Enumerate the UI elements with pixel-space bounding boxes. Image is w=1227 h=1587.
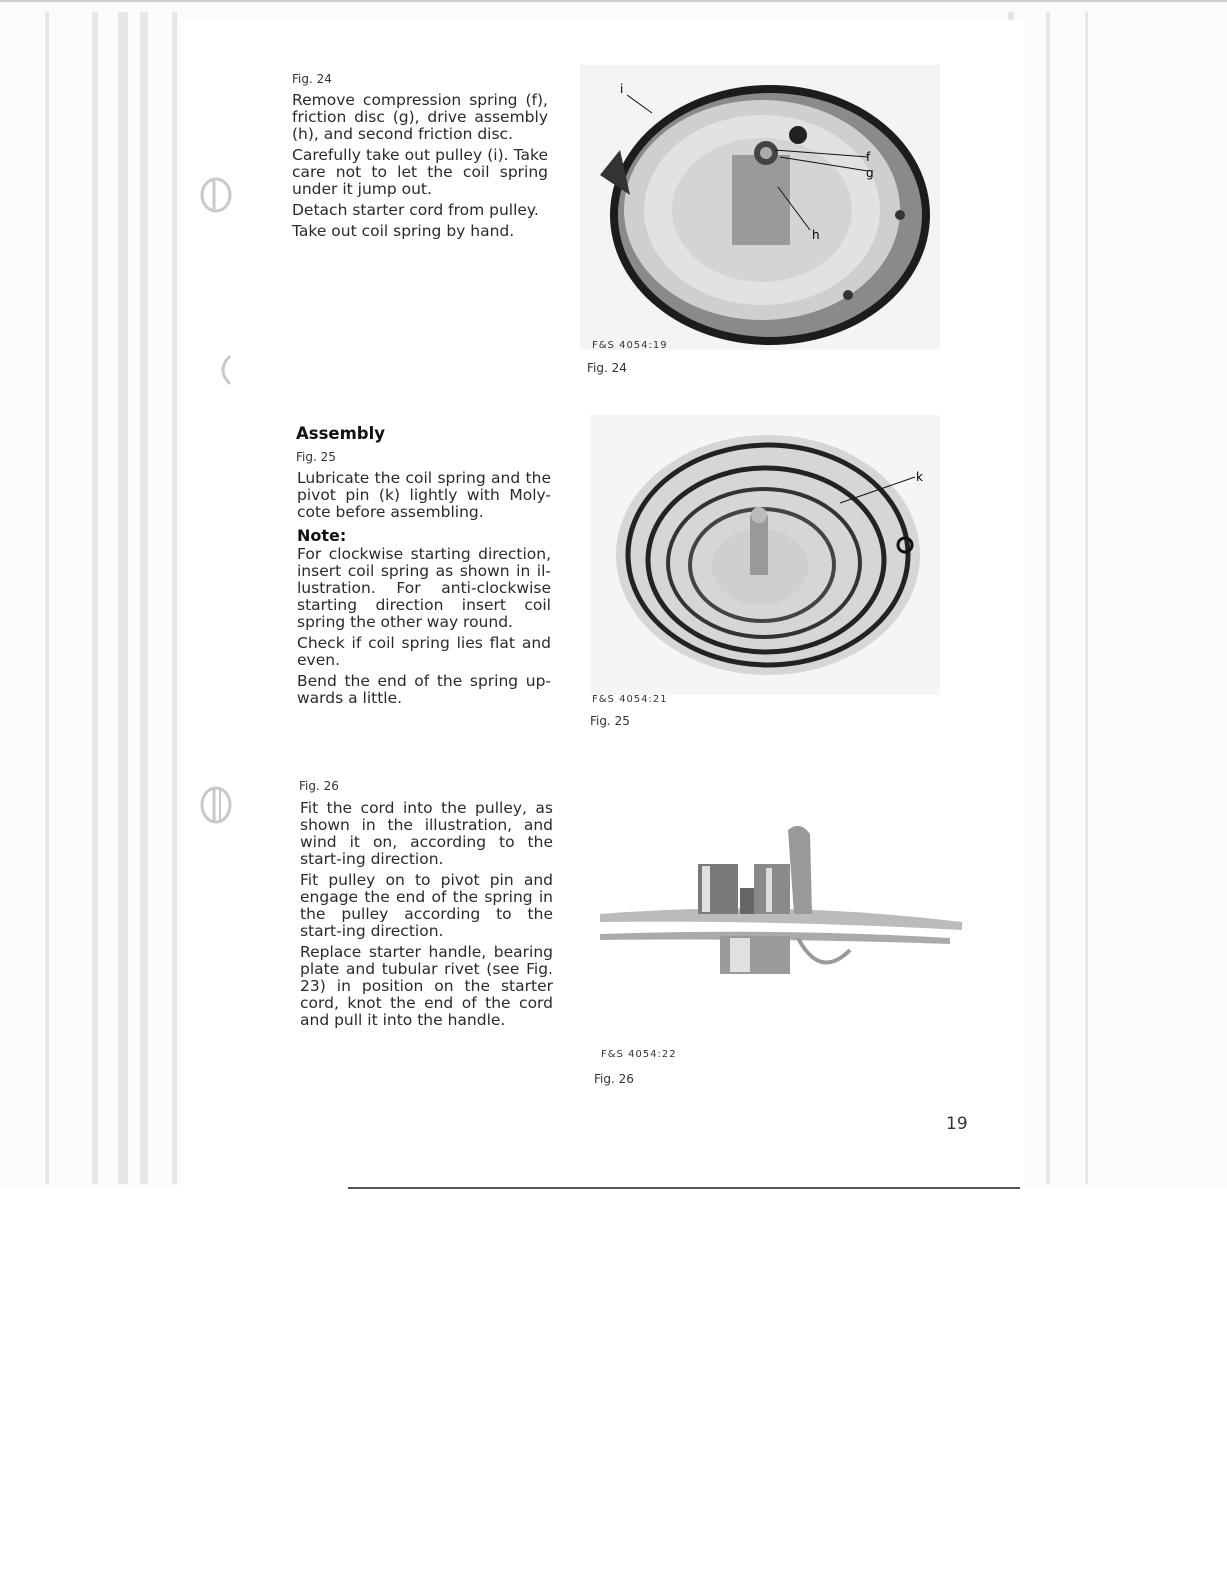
- fig26-caption: Fig. 26: [594, 1072, 634, 1086]
- fig26-paragraph: Fit the cord into the pulley, as shown in the illustration, and wind it on, according to the start-ing direction.: [300, 799, 553, 868]
- binder-hole-icon: [196, 783, 240, 827]
- fig24-photo-code: F&S 4054:19: [592, 340, 668, 351]
- assembly-heading: Assembly: [296, 424, 386, 443]
- binding-stripe: [118, 12, 128, 1184]
- callout-k: k: [916, 470, 923, 484]
- note-heading: Note:: [297, 526, 347, 545]
- fig24-caption: Fig. 24: [587, 361, 627, 375]
- assembly-paragraph: Lubricate the coil spring and the pivot pin (k) lightly with Moly-cote before assembling.: [297, 469, 551, 521]
- binding-stripe: [172, 12, 177, 1184]
- binding-stripe: [1085, 12, 1088, 1184]
- callout-h: h: [812, 228, 820, 242]
- fig26-paragraph: Fit pulley on to pivot pin and engage the end of the spring in the pulley according to the start-ing direction.: [300, 871, 553, 940]
- fig26-instructions: [300, 800, 553, 1033]
- fig24-photo: [580, 65, 940, 350]
- fig26-paragraph: Replace starter handle, bearing plate and tubular rivet (see Fig. 23) in position on the starter cord, knot the end of the cord and pull it into the handle.: [300, 943, 553, 1029]
- binding-stripe: [1046, 12, 1050, 1184]
- binding-stripe: [140, 12, 148, 1184]
- fig25-photo-code: F&S 4054:21: [592, 694, 668, 705]
- fig24-paragraph: Take out coil spring by hand.: [292, 222, 515, 240]
- page-number: 19: [946, 1114, 968, 1134]
- callout-f: f: [866, 150, 871, 164]
- note-paragraph: Check if coil spring lies flat and even.: [297, 634, 551, 669]
- binding-stripe: [92, 12, 98, 1184]
- fig26-label: Fig. 26: [299, 779, 339, 793]
- note-paragraph: For clockwise starting direction, insert coil spring as shown in il-lustration. For anti-clockwise starting direction insert coil spring the other way round.: [297, 545, 551, 631]
- callout-g: g: [866, 166, 874, 180]
- fig24-paragraph: Carefully take out pulley (i). Take care not to let the coil spring under it jump out.: [292, 146, 548, 198]
- fig25-photo: [590, 415, 940, 695]
- assembly-instructions: [297, 470, 551, 711]
- fig24-instructions: [292, 92, 548, 244]
- fig26-photo-code: F&S 4054:22: [601, 1049, 677, 1060]
- fig24-paragraph: Remove compression spring (f), friction disc (g), drive assembly (h), and second friction disc.: [292, 91, 548, 143]
- fig24-label: Fig. 24: [292, 72, 332, 86]
- binding-stripe: [45, 12, 49, 1184]
- note-paragraph: Bend the end of the spring up-wards a little.: [297, 672, 551, 707]
- fig26-photo: [590, 810, 970, 990]
- fig24-paragraph: Detach starter cord from pulley.: [292, 201, 539, 219]
- bottom-rule: [348, 1187, 1020, 1189]
- fig25-label: Fig. 25: [296, 450, 336, 464]
- fig25-caption: Fig. 25: [590, 714, 630, 728]
- binder-hole-icon: [212, 352, 236, 388]
- binder-hole-icon: [196, 175, 236, 215]
- callout-i: i: [620, 82, 624, 96]
